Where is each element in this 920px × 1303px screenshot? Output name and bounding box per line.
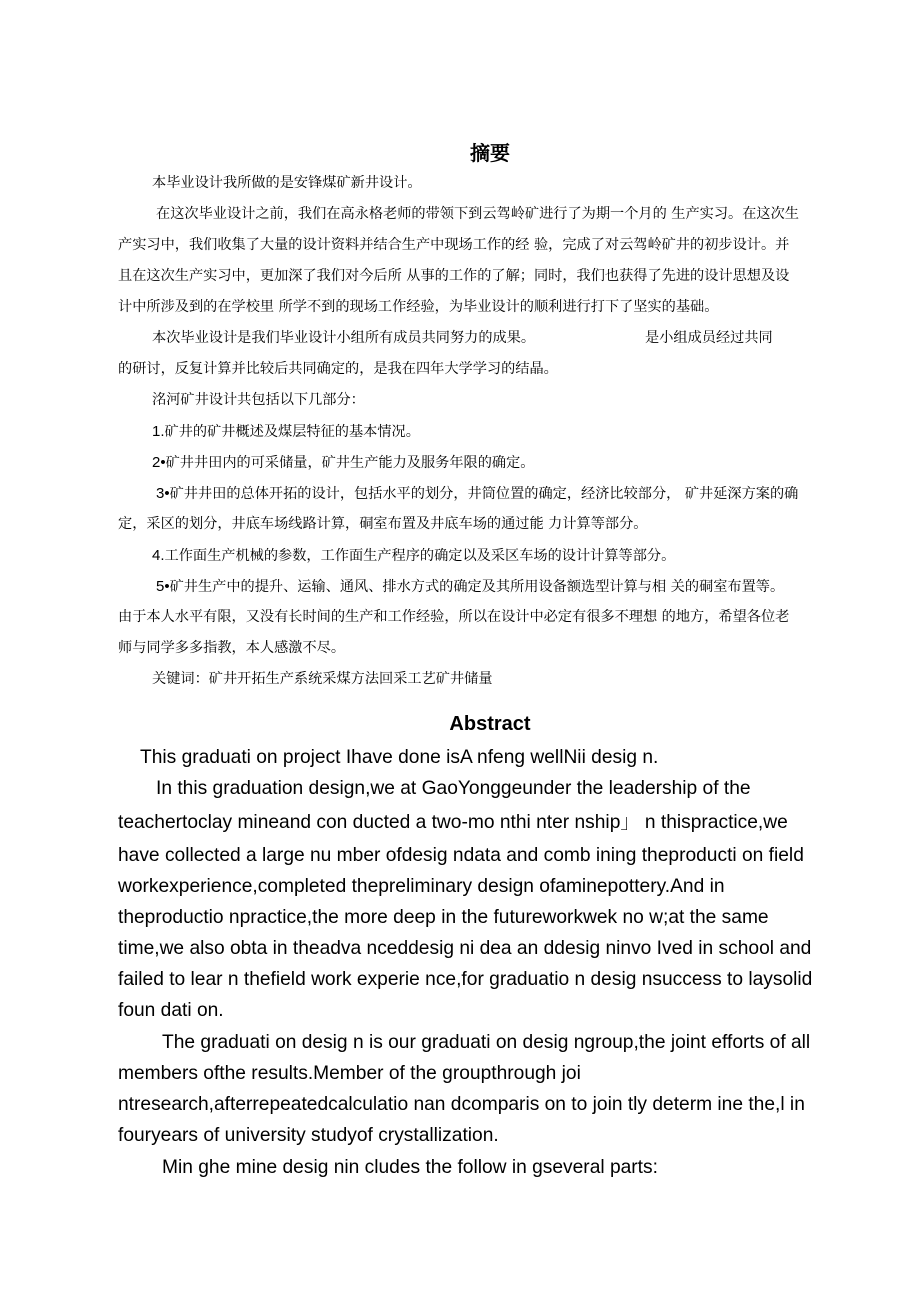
cn-paragraph-line: 师与同学多多指教，本人感激不尽。	[118, 640, 346, 656]
en-paragraph-line: failed to lear n thefield work experie nce,for graduatio n desig nsuccess to laysolid	[118, 969, 813, 990]
list-marker: 3•	[156, 485, 170, 502]
cn-list-item-3	[156, 478, 798, 510]
list-marker: 5•	[156, 578, 170, 595]
cn-paragraph-line: 洺河矿井设计共包括以下几部分：	[152, 392, 365, 408]
cn-paragraph-line: 在这次毕业设计之前，我们在高永格老师的带领下到云驾岭矿进行了为期一个月的 生产实习。在这次生	[156, 206, 799, 222]
en-paragraph-line: Min ghe mine desig nin cludes the follow in gseveral parts:	[162, 1157, 658, 1178]
list-text: 工作面生产机械的参数，工作面生产程序的确定以及采区车场的设计计算等部分。	[164, 548, 676, 564]
list-text: 矿井井田的总体开拓的设计，包括水平的划分，井筒位置的确定，经济比较部分， 矿井延深方案的确	[169, 486, 799, 502]
en-paragraph-line: In this graduation design,we at GaoYonggeunder the leadership of the	[156, 778, 751, 799]
list-text: 矿井井田内的可采储量，矿井生产能力及服务年限的确定。	[165, 455, 535, 471]
english-abstract-title: Abstract	[449, 713, 531, 735]
en-paragraph-line: time,we also obta in theadva nceddesig ni dea an ddesig ninvo Ived in school and	[118, 938, 812, 959]
chinese-abstract-title: 摘要	[470, 141, 510, 165]
en-paragraph-line: The graduati on desig n is our graduati on desig ngroup,the joint efforts of all	[162, 1032, 811, 1053]
cn-list-item-5	[156, 571, 784, 603]
list-marker: 2•	[152, 454, 166, 471]
en-paragraph-line: theproductio npractice,the more deep in the futureworkwek no w;at the same	[118, 907, 769, 928]
cn-paragraph-line: 的研讨，反复计算并比较后共同确定的，是我在四年大学学习的结晶。	[118, 361, 558, 377]
cn-paragraph-line: 计中所涉及到的在学校里 所学不到的现场工作经验，为毕业设计的顺利进行打下了坚实的基础。	[118, 299, 719, 315]
list-marker: 4.	[152, 547, 165, 564]
list-marker: 1.	[152, 423, 165, 440]
en-paragraph-line: foun dati on.	[118, 1000, 224, 1021]
en-paragraph-line: fouryears of university studyof crystallization.	[118, 1125, 499, 1146]
cn-list-item-2	[152, 447, 534, 479]
cn-list-item-1	[152, 416, 420, 448]
en-paragraph-line: members ofthe results.Member of the groupthrough joi	[118, 1063, 581, 1084]
cn-paragraph-line: 本毕业设计我所做的是安锋煤矿新井设计。	[152, 175, 422, 191]
cn-paragraph-line: 且在这次生产实习中，更加深了我们对今后所 从事的工作的了解；同时，我们也获得了先进的设计思想及设	[118, 268, 790, 284]
cn-paragraph-line: 由于本人水平有限，又没有长时间的生产和工作经验，所以在设计中必定有很多不理想 的地方，希望各位老	[118, 609, 790, 625]
cn-list-item-4	[152, 540, 675, 572]
list-text: 矿井的矿井概述及煤层特征的基本情况。	[164, 424, 420, 440]
en-paragraph-line: teachertoclay mineand con ducted a two-mo nthi nter nship」 n thispractice,we	[118, 812, 788, 833]
en-paragraph-line: ntresearch,afterrepeatedcalculatio nan dcomparis on to join tly determ ine the,l in	[118, 1094, 805, 1115]
list-text: 矿井生产中的提升、运输、通风、排水方式的确定及其所用设备额选型计算与相 关的硐室布置等。	[169, 579, 785, 595]
cn-keywords: 关键词：矿井开拓生产系统采煤方法回采工艺矿井储量	[152, 671, 493, 687]
cn-paragraph-line: 本次毕业设计是我们毕业设计小组所有成员共同努力的成果。	[152, 330, 536, 346]
cn-paragraph-line: 是小组成员经过共同	[645, 330, 773, 346]
en-paragraph-line: workexperience,completed thepreliminary design ofaminepottery.And in	[118, 876, 725, 897]
cn-paragraph-line: 产实习中，我们收集了大量的设计资料并结合生产中现场工作的经 验，完成了对云驾岭矿井的初步设计。并	[118, 237, 790, 253]
cn-paragraph-line: 定，采区的划分，井底车场线路计算，硐室布置及井底车场的通过能 力计算等部分。	[118, 516, 648, 532]
en-paragraph-line: This graduati on project Ihave done isA nfeng wellNii desig n.	[140, 747, 659, 768]
en-paragraph-line: have collected a large nu mber ofdesig ndata and comb ining theproducti on field	[118, 845, 804, 866]
